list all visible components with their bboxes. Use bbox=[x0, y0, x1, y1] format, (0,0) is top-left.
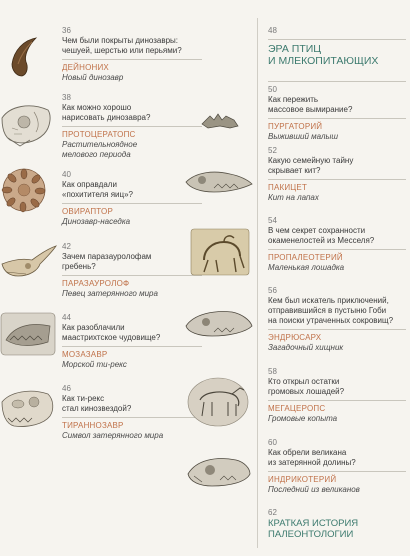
entry-question-line: скрывает кит? bbox=[268, 166, 321, 175]
toc-entry-56[interactable] bbox=[268, 286, 406, 353]
toc-entry-50[interactable] bbox=[268, 78, 406, 142]
entry-subtitle: Певец затерянного мира bbox=[62, 289, 158, 298]
entry-rule bbox=[268, 400, 406, 401]
entry-rule bbox=[62, 203, 202, 204]
page-number: 62 bbox=[268, 508, 277, 517]
column-divider bbox=[257, 18, 258, 548]
entry-question-line: Зачем паразауролофам bbox=[62, 252, 152, 261]
entry-subtitle: Маленькая лошадка bbox=[268, 263, 345, 272]
page-number: 52 bbox=[268, 146, 277, 155]
entry-subtitle: мелового периода bbox=[62, 150, 131, 159]
entry-question-line: гребень? bbox=[62, 262, 96, 271]
parasaurolophus-skull-icon bbox=[0, 244, 58, 280]
entry-rule bbox=[62, 417, 202, 418]
toc-entry-62[interactable] bbox=[268, 508, 406, 540]
page-number: 58 bbox=[268, 367, 277, 376]
entry-rule bbox=[268, 39, 406, 40]
entry-rule bbox=[62, 275, 202, 276]
entry-tag: ЭНДРЮСАРХ bbox=[268, 333, 322, 342]
toc-entry-36[interactable] bbox=[62, 26, 202, 83]
toc-entry-54[interactable] bbox=[268, 216, 406, 273]
final-title-line: ПАЛЕОНТОЛОГИИ bbox=[268, 529, 354, 540]
page-number: 38 bbox=[62, 93, 71, 102]
propalaeotherium-fossil-slab-icon bbox=[190, 228, 250, 276]
entry-subtitle: Символ затерянного мира bbox=[62, 431, 164, 440]
entry-rule bbox=[268, 118, 406, 119]
final-title-line: КРАТКАЯ ИСТОРИЯ bbox=[268, 518, 359, 529]
entry-tag: ПАКИЦЕТ bbox=[268, 183, 308, 192]
entry-question-line: маастрихтское чудовище? bbox=[62, 333, 161, 342]
toc-entry-58[interactable] bbox=[268, 367, 406, 424]
entry-subtitle: Последний из великанов bbox=[268, 485, 360, 494]
section-title-line: ЭРА ПТИЦ bbox=[268, 43, 322, 55]
entry-tag: МЕГАЦЕРОПС bbox=[268, 404, 326, 413]
page-number: 42 bbox=[62, 242, 71, 251]
section-heading[interactable] bbox=[268, 26, 406, 67]
entry-tag: МОЗАЗАВР bbox=[62, 350, 108, 359]
entry-question-line: «похитителя яиц»? bbox=[62, 190, 134, 199]
entry-tag: ОВИРАПТОР bbox=[62, 207, 113, 216]
purgatorius-jaw-icon bbox=[200, 110, 240, 132]
entry-question-line: Как ти-рекс bbox=[62, 394, 105, 403]
entry-question-line: нарисовать динозавра? bbox=[62, 113, 151, 122]
indricotherium-skull-icon bbox=[186, 452, 252, 492]
page-number: 50 bbox=[268, 85, 277, 94]
entry-subtitle: Загадочный хищник bbox=[268, 343, 344, 352]
entry-question-line: окаменелостей из Месселя? bbox=[268, 236, 375, 245]
entry-subtitle: Громовые копыта bbox=[268, 414, 338, 423]
protoceratops-skull-icon bbox=[0, 100, 54, 150]
entry-question-line: Как пережить bbox=[268, 95, 319, 104]
entry-rule bbox=[268, 249, 406, 250]
entry-question-line: Как оправдали bbox=[62, 180, 117, 189]
entry-question-line: отправившийся в пустыню Гоби bbox=[268, 306, 387, 315]
entry-question-line: Чем были покрыты динозавры: bbox=[62, 36, 179, 45]
entry-rule bbox=[268, 471, 406, 472]
andrewsarchus-skull-icon bbox=[184, 306, 254, 342]
entry-subtitle: Выживший малыш bbox=[268, 132, 338, 141]
entry-tag: ИНДРИКОТЕРИЙ bbox=[268, 475, 337, 484]
entry-rule bbox=[62, 59, 202, 60]
entry-question-line: стал кинозвездой? bbox=[62, 404, 132, 413]
egg-nest-fossil-icon bbox=[0, 166, 48, 214]
entry-rule bbox=[62, 346, 202, 347]
page-number: 48 bbox=[268, 26, 277, 35]
entry-question-line: чешуей, шерстью или перьями? bbox=[62, 46, 182, 55]
entry-tag: ТИРАННОЗАВР bbox=[62, 421, 124, 430]
toc-entry-42[interactable] bbox=[62, 242, 202, 299]
entry-rule bbox=[268, 329, 406, 330]
entry-subtitle: Кит на лапах bbox=[268, 193, 319, 202]
entry-tag: ПРОПАЛЕОТЕРИЙ bbox=[268, 253, 343, 262]
entry-tag: ПАРАЗАУРОЛОФ bbox=[62, 279, 130, 288]
pakicetus-skull-icon bbox=[184, 166, 254, 198]
entry-rule bbox=[62, 126, 202, 127]
entry-tag: ДЕЙНОНИХ bbox=[62, 63, 109, 72]
mosasaurus-skull-icon bbox=[0, 312, 56, 356]
entry-question-line: Кто открыл остатки bbox=[268, 377, 340, 386]
entry-question-line: Какую семейную тайну bbox=[268, 156, 354, 165]
toc-entry-60[interactable] bbox=[268, 438, 406, 495]
toc-entry-46[interactable] bbox=[62, 384, 202, 441]
toc-entry-38[interactable] bbox=[62, 93, 202, 160]
entry-rule bbox=[268, 179, 406, 180]
entry-tag: ПУРГАТОРИЙ bbox=[268, 122, 323, 131]
entry-question-line: Кем был искатель приключений, bbox=[268, 296, 389, 305]
toc-entry-44[interactable] bbox=[62, 313, 202, 370]
entry-question-line: Как можно хорошо bbox=[62, 103, 132, 112]
entry-subtitle: Растительноядное bbox=[62, 140, 138, 149]
page-number: 54 bbox=[268, 216, 277, 225]
toc-entry-52[interactable] bbox=[268, 146, 406, 203]
entry-question-line: Как обрели великана bbox=[268, 448, 347, 457]
page-number: 36 bbox=[62, 26, 71, 35]
megacerops-skeleton-icon bbox=[186, 376, 250, 428]
section-title-line: И МЛЕКОПИТАЮЩИХ bbox=[268, 55, 379, 67]
toc-entry-40[interactable] bbox=[62, 170, 202, 227]
entry-question-line: громовых лошадей? bbox=[268, 387, 345, 396]
entry-subtitle: Динозавр-наседка bbox=[62, 217, 131, 226]
page-number: 56 bbox=[268, 286, 277, 295]
entry-subtitle: Новый динозавр bbox=[62, 73, 124, 82]
entry-subtitle: Морской ти-рекс bbox=[62, 360, 127, 369]
entry-tag: ПРОТОЦЕРАТОПС bbox=[62, 130, 136, 139]
page-number: 60 bbox=[268, 438, 277, 447]
tyrannosaurus-skull-icon bbox=[0, 386, 56, 432]
page-number: 40 bbox=[62, 170, 71, 179]
claw-fossil-icon bbox=[6, 34, 42, 80]
entry-question-line: из затерянной долины? bbox=[268, 458, 356, 467]
entry-question-line: Как разоблачили bbox=[62, 323, 125, 332]
entry-question-line: В чем секрет сохранности bbox=[268, 226, 366, 235]
entry-rule bbox=[268, 81, 406, 82]
page-number: 44 bbox=[62, 313, 71, 322]
entry-question-line: на поиски утраченных сокровищ? bbox=[268, 316, 394, 325]
entry-question-line: массовое вымирание? bbox=[268, 105, 353, 114]
page-number: 46 bbox=[62, 384, 71, 393]
